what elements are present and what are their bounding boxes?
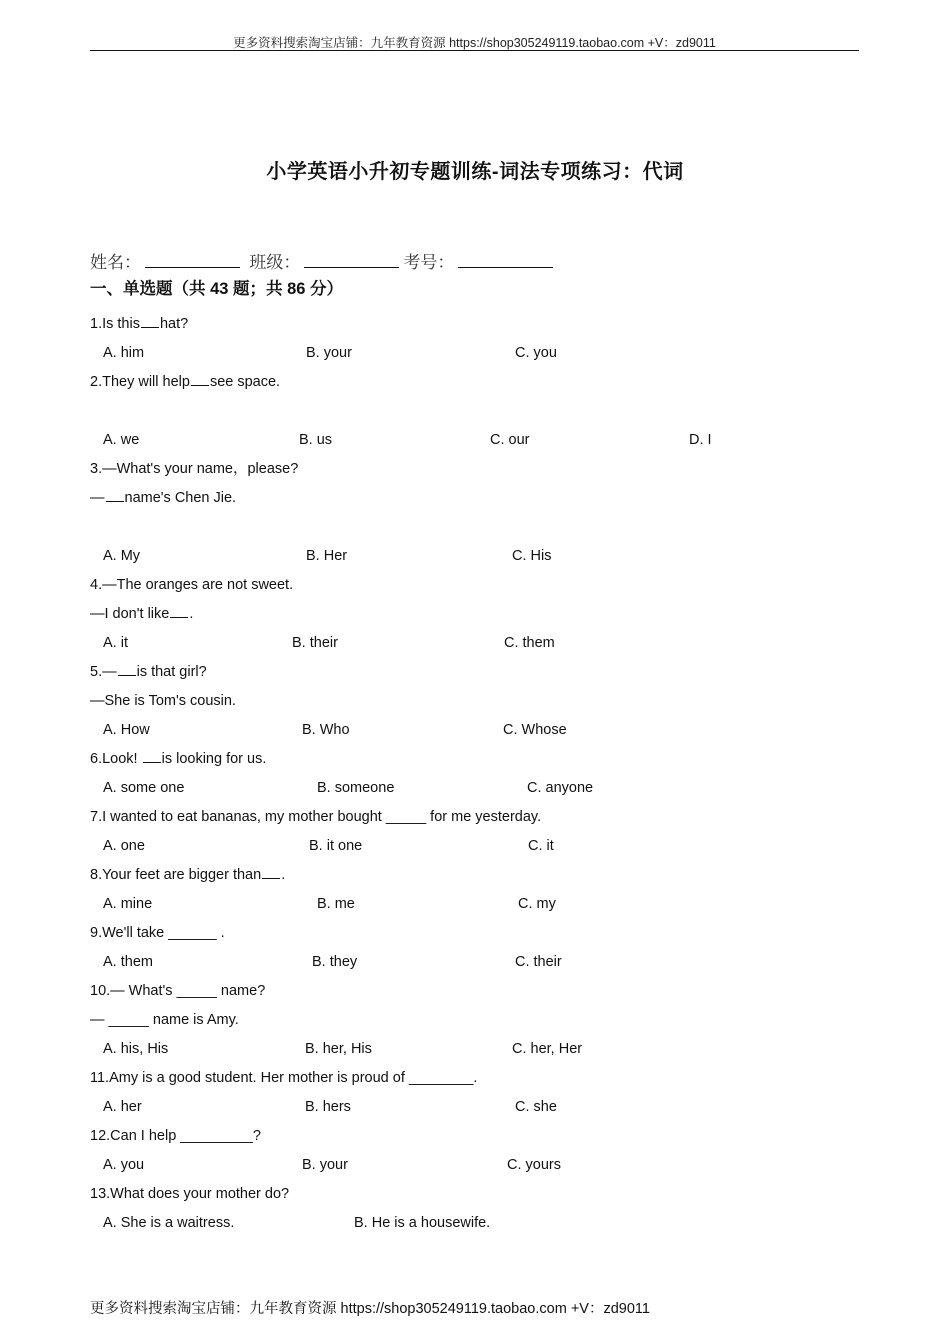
question-1-options	[90, 339, 850, 368]
option-c[interactable]: C. her, Her	[512, 1041, 583, 1057]
answer-blank	[191, 371, 209, 386]
option-b[interactable]: B. me	[317, 896, 355, 912]
answer-blank	[141, 313, 159, 328]
option-b[interactable]: B. their	[292, 635, 338, 651]
option-c[interactable]: C. my	[518, 896, 556, 912]
option-c[interactable]: C. His	[512, 548, 552, 564]
section-heading: 一、单选题（共 43 题；共 86 分）	[90, 280, 344, 298]
option-a[interactable]: A. we	[103, 432, 140, 448]
question-9-options	[90, 948, 850, 977]
question-2: 2.They will help see space.	[90, 368, 850, 397]
option-d[interactable]: D. I	[689, 432, 712, 448]
question-10-options	[90, 1035, 850, 1064]
question-11: 11.Amy is a good student. Her mother is proud of ________.	[90, 1070, 478, 1086]
option-a[interactable]: A. She is a waitress.	[103, 1215, 235, 1231]
question-6-options	[90, 774, 850, 803]
option-c[interactable]: C. it	[528, 838, 554, 854]
question-2-options	[90, 426, 850, 455]
question-3: 3.—What's your name，please?	[90, 461, 299, 477]
option-c[interactable]: C. their	[515, 954, 562, 970]
question-5-reply: —She is Tom's cousin.	[90, 693, 236, 709]
option-c[interactable]: C. our	[490, 432, 530, 448]
question-8-options	[90, 890, 850, 919]
answer-blank	[262, 864, 280, 879]
option-b[interactable]: B. your	[306, 345, 352, 361]
question-8: 8.Your feet are bigger than .	[90, 861, 850, 890]
question-3-reply: — name's Chen Jie.	[90, 484, 850, 513]
question-3-options	[90, 542, 850, 571]
option-a[interactable]: A. him	[103, 345, 145, 361]
question-6: 6.Look! is looking for us.	[90, 745, 850, 774]
option-b[interactable]: B. they	[312, 954, 358, 970]
option-c[interactable]: C. them	[504, 635, 555, 651]
question-5-options	[90, 716, 850, 745]
page-header: 更多资料搜索淘宝店铺：九年教育资源 https://shop305249119.taobao.com +V：zd9011	[233, 36, 716, 50]
question-11-options	[90, 1093, 850, 1122]
option-a[interactable]: A. How	[103, 722, 150, 738]
option-b[interactable]: B. He is a housewife.	[354, 1215, 491, 1231]
name-label: 姓名：	[90, 253, 141, 273]
option-a[interactable]: A. one	[103, 838, 145, 854]
page-footer: 更多资料搜索淘宝店铺：九年教育资源 https://shop305249119.taobao.com +V：zd9011	[90, 1301, 650, 1317]
question-7-options	[90, 832, 850, 861]
question-4-options	[90, 629, 850, 658]
option-a[interactable]: A. you	[103, 1157, 145, 1173]
question-13: 13.What does your mother do?	[90, 1186, 290, 1202]
option-b[interactable]: B. Who	[302, 722, 350, 738]
option-b[interactable]: B. your	[302, 1157, 348, 1173]
option-b[interactable]: B. Her	[306, 548, 348, 564]
question-4-reply: —I don't like .	[90, 600, 850, 629]
class-blank[interactable]	[304, 253, 399, 268]
option-c[interactable]: C. Whose	[503, 722, 567, 738]
option-b[interactable]: B. it one	[309, 838, 363, 854]
option-b[interactable]: B. us	[299, 432, 333, 448]
option-a[interactable]: A. some one	[103, 780, 185, 796]
option-a[interactable]: A. My	[103, 548, 141, 564]
question-10-reply: — _____ name is Amy.	[90, 1012, 239, 1028]
question-5: 5.— is that girl?	[90, 658, 850, 687]
answer-blank	[143, 748, 161, 763]
exam-blank[interactable]	[458, 253, 553, 268]
option-c[interactable]: C. you	[515, 345, 557, 361]
question-4: 4.—The oranges are not sweet.	[90, 577, 294, 593]
question-list	[90, 310, 850, 1238]
option-b[interactable]: B. her, His	[305, 1041, 372, 1057]
option-c[interactable]: C. yours	[507, 1157, 561, 1173]
header-divider	[90, 50, 859, 51]
student-info-line	[90, 248, 557, 273]
option-b[interactable]: B. someone	[317, 780, 395, 796]
answer-blank	[106, 487, 124, 502]
option-a[interactable]: A. his, His	[103, 1041, 169, 1057]
question-12-options	[90, 1151, 850, 1180]
option-a[interactable]: A. her	[103, 1099, 142, 1115]
question-12: 12.Can I help _________?	[90, 1128, 261, 1144]
document-title: 小学英语小升初专题训练-词法专项练习：代词	[266, 161, 684, 183]
option-c[interactable]: C. she	[515, 1099, 557, 1115]
option-a[interactable]: A. them	[103, 954, 153, 970]
question-7: 7.I wanted to eat bananas, my mother bought _____ for me yesterday.	[90, 809, 542, 825]
question-9: 9.We'll take ______ .	[90, 925, 225, 941]
name-blank[interactable]	[145, 253, 240, 268]
option-c[interactable]: C. anyone	[527, 780, 594, 796]
question-1: 1.Is this hat?	[90, 310, 850, 339]
exam-label: 考号：	[403, 253, 455, 273]
option-b[interactable]: B. hers	[305, 1099, 351, 1115]
question-10: 10.— What's _____ name?	[90, 983, 266, 999]
option-a[interactable]: A. mine	[103, 896, 153, 912]
class-label: 班级：	[249, 253, 301, 273]
answer-blank	[170, 603, 188, 618]
option-a[interactable]: A. it	[103, 635, 128, 651]
answer-blank	[118, 661, 136, 676]
question-13-options	[90, 1209, 850, 1238]
